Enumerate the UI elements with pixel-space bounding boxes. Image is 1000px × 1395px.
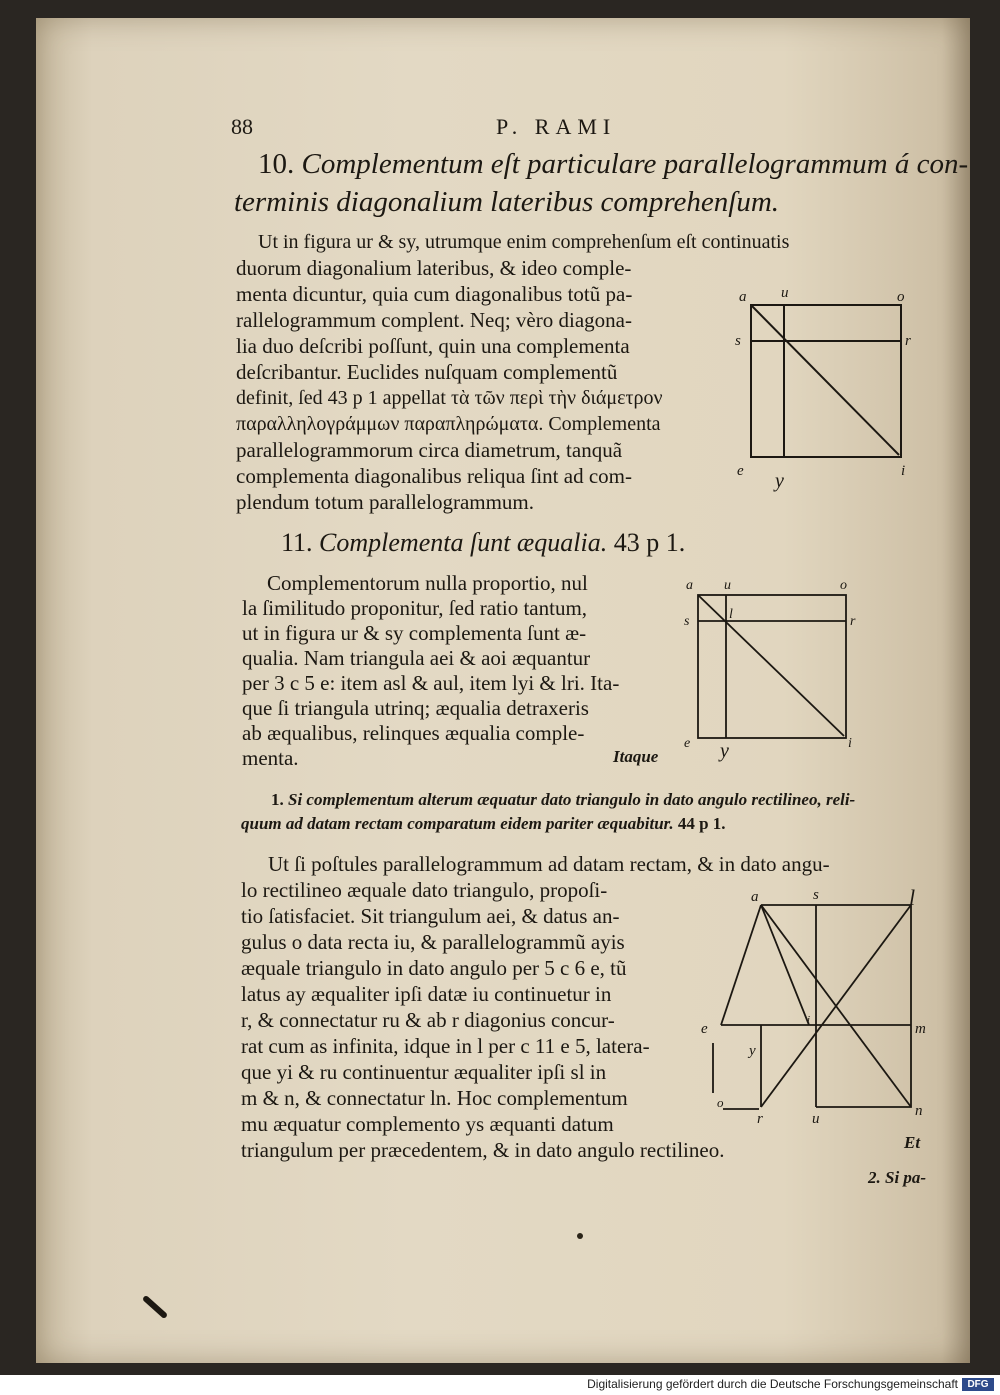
section-11-line-8: menta. — [242, 746, 299, 770]
footer-credit: Digitalisierung gefördert durch die Deutsche Forschungsgemeinschaft — [587, 1377, 958, 1391]
fig2-label-s: s — [684, 614, 690, 629]
section-11-title: Complementa ſunt æqualia. — [319, 528, 608, 557]
section-10-heading-line2: terminis diagonalium lateribus comprehenſum. — [234, 186, 780, 218]
figure-1-complements — [731, 283, 921, 493]
fig1-label-r: r — [905, 333, 911, 349]
fig1-label-y: y — [775, 470, 784, 492]
corollary-1-body-8: rat cum as infinita, idque in l per c 11 e 5, latera- — [241, 1034, 650, 1058]
fig3-label-l: l — [909, 885, 916, 910]
fig1-label-a: a — [739, 289, 747, 305]
section-11-line-3: ut in figura ur & sy complementa ſunt æ- — [242, 621, 587, 645]
fig3-label-r: r — [757, 1111, 763, 1123]
corollary-1-number: 1. — [271, 790, 284, 809]
fig2-label-y: y — [720, 740, 729, 762]
section-11-line-1: Complementorum nulla proportio, nul — [267, 571, 588, 595]
corollary-1-body-6: latus ay æqualiter ipſi datæ iu continuetur in — [241, 982, 612, 1006]
figure-2-equal-complements — [676, 573, 866, 768]
fig2-label-l: l — [729, 607, 733, 622]
catchword-itaque: Itaque — [613, 747, 659, 766]
page-number: 88 — [231, 114, 253, 139]
section-11-ref: 43 p 1. — [613, 528, 686, 557]
corollary-1-ref: 44 p 1. — [677, 814, 726, 833]
section-10-line-1: Ut in figura ur & sy, utrumque enim comprehenſum eſt continuatis — [258, 231, 790, 253]
fig3-label-e: e — [701, 1021, 708, 1037]
fig3-label-i: i — [807, 1014, 811, 1026]
section-11-line-4: qualia. Nam triangula aei & aoi æquantur — [242, 646, 591, 670]
fig1-label-o: o — [897, 289, 905, 305]
fig1-label-s: s — [735, 333, 741, 349]
running-title: P. RAMI — [496, 114, 617, 139]
section-10-number: 10. — [258, 148, 295, 180]
fig2-label-r: r — [850, 614, 856, 629]
fig3-label-o: o — [717, 1095, 724, 1110]
section-10-heading-line1: Complementum eſt particulare parallelogrammum á con- — [301, 148, 969, 180]
corollary-1-body-10: m & n, & connectatur ln. Hoc complementum — [241, 1086, 628, 1110]
corollary-1-line-1 — [271, 790, 855, 810]
corollary-1-text-2: quum ad datam rectam comparatum eidem pariter æquabitur. — [241, 814, 674, 833]
fig2-label-i: i — [848, 736, 852, 751]
fig1-label-i: i — [901, 463, 906, 479]
corollary-1-text-1: Si complementum alterum æquatur dato triangulo in dato angulo rectilineo, reli- — [288, 790, 856, 809]
fig2-label-a: a — [686, 578, 693, 593]
section-10-line-5: lia duo deſcribi poſſunt, quin una complementa — [236, 334, 630, 358]
corollary-1-body-7: r, & connectatur ru & ab r diagonius concur- — [241, 1008, 615, 1032]
section-10-line-2: duorum diagonalium lateribus, & ideo comple- — [236, 256, 632, 280]
catchword-et: Et — [904, 1133, 921, 1152]
fig1-label-e: e — [737, 463, 744, 479]
section-11-line-7: ab æqualibus, relinques æqualia comple- — [242, 721, 585, 745]
section-11-line-5: per 3 c 5 e: item asl & aul, item lyi & lri. Ita- — [242, 671, 620, 695]
section-11-heading — [281, 528, 685, 558]
corollary-1-body-9: que yi & ru continuentur æqualiter ipſi sl in — [241, 1060, 607, 1084]
section-11-line-6: que ſi triangula utrinq; æqualia detraxeris — [242, 696, 589, 720]
dfg-logo: DFG — [962, 1378, 994, 1391]
fig3-label-s: s — [813, 887, 819, 903]
fig3-label-a: a — [751, 889, 759, 905]
ink-mark — [142, 1295, 168, 1320]
section-10-line-9: parallelogrammorum circa diametrum, tanquã — [236, 438, 623, 462]
section-10-heading — [258, 148, 968, 181]
fig1-label-u: u — [781, 285, 789, 301]
fig2-label-e: e — [684, 736, 691, 751]
section-10-line-8: παραλληλογράμμων παραπληρώματα. Complementa — [236, 413, 661, 435]
section-10-line-4: rallelogrammum complent. Neq; vèro diagona- — [236, 308, 632, 332]
next-signature: 2. Si pa- — [868, 1168, 927, 1187]
figure-3-construction — [701, 883, 941, 1123]
fig2-label-o: o — [840, 578, 847, 593]
fig3-label-m: m — [915, 1021, 926, 1037]
corollary-1-body-5: æquale triangulo in dato angulo per 5 c 6 e, tũ — [241, 956, 627, 980]
corollary-1-body-3: tio ſatisfaciet. Sit triangulum aei, & datus an- — [241, 904, 620, 928]
digitization-footer — [0, 1375, 1000, 1395]
corollary-1-line-2 — [241, 814, 726, 834]
section-10-line-10: complementa diagonalibus reliqua ſint ad com- — [236, 464, 632, 488]
fig3-label-n: n — [915, 1103, 923, 1119]
corollary-1-body-12: triangulum per præcedentem, & in dato angulo rectilineo. — [241, 1138, 725, 1162]
fig2-label-u: u — [724, 578, 731, 593]
book-page — [36, 18, 970, 1363]
section-10-line-3: menta dicuntur, quia cum diagonalibus totũ pa- — [236, 282, 633, 306]
section-10-line-6: deſcribantur. Euclides nuſquam complementũ — [236, 360, 618, 384]
fig3-label-y: y — [749, 1043, 756, 1059]
corollary-1-body-1: Ut ſi poſtules parallelogrammum ad datam rectam, & in dato angu- — [268, 852, 830, 876]
ink-dot — [577, 1233, 583, 1239]
section-10-line-7: definit, ſed 43 p 1 appellat τὰ τῶν περὶ τὴν διάμετρον — [236, 387, 663, 409]
section-11-number: 11. — [281, 528, 313, 557]
corollary-1-body-4: gulus o data recta iu, & parallelogrammũ ayis — [241, 930, 625, 954]
section-10-line-11: plendum totum parallelogrammum. — [236, 490, 535, 514]
section-11-line-2: la ſimilitudo proponitur, ſed ratio tantum, — [242, 596, 588, 620]
corollary-1-body-11: mu æquatur complemento ys æquanti datum — [241, 1112, 614, 1136]
corollary-1-body-2: lo rectilineo æquale dato triangulo, propoſi- — [241, 878, 608, 902]
fig3-label-u: u — [812, 1111, 820, 1123]
